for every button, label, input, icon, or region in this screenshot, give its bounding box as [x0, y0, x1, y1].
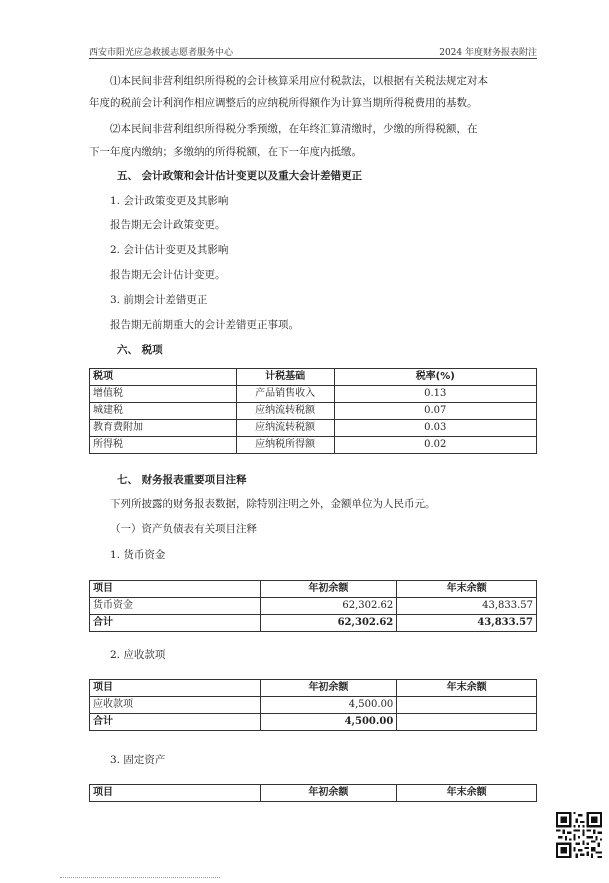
footer-rule	[60, 877, 220, 880]
receivables-header-opening: 年初余额	[260, 680, 397, 697]
cash-header-item: 项目	[90, 581, 261, 598]
receivables-row-opening: 4,500.00	[260, 697, 397, 714]
tax-table-header	[90, 369, 537, 386]
section-5-item-1: 1. 会计政策变更及其影响	[110, 195, 229, 207]
tax-name: 城建税	[90, 403, 237, 420]
table-row	[90, 437, 537, 454]
fixed-assets-header-item: 项目	[90, 785, 261, 802]
page-header	[89, 44, 537, 59]
cash-header-opening: 年初余额	[260, 581, 397, 598]
fixed-assets-table	[89, 784, 537, 802]
section-5-item-1-text: 报告期无会计政策变更。	[110, 219, 226, 231]
cash-table	[89, 580, 537, 632]
receivables-total-closing	[397, 714, 537, 731]
cash-total-row	[90, 615, 537, 632]
qr-code-icon	[556, 812, 602, 858]
tax-name: 教育费附加	[90, 420, 237, 437]
section-5-item-3: 3. 前期会计差错更正	[110, 294, 208, 306]
tax-table	[89, 368, 537, 454]
receivables-total-label: 合计	[90, 714, 261, 731]
tax-basis: 应纳流转税额	[236, 403, 334, 420]
tax-name: 增值税	[90, 386, 237, 403]
item-3-title: 3. 固定资产	[110, 754, 166, 766]
table-row	[90, 697, 537, 714]
cash-row-opening: 62,302.62	[260, 598, 397, 615]
receivables-total-row	[90, 714, 537, 731]
header-report-title: 2024 年度财务报表附注	[439, 48, 537, 58]
receivables-header-item: 项目	[90, 680, 261, 697]
cash-total-opening: 62,302.62	[260, 615, 397, 632]
receivables-table	[89, 679, 537, 731]
paragraph-2-line-1: ⑵本民间非营利组织所得税分季预缴，在年终汇算清缴时，少缴的所得税额，在	[110, 123, 478, 135]
cash-total-label: 合计	[90, 615, 261, 632]
header-organization: 西安市阳光应急救援志愿者服务中心	[89, 48, 234, 58]
cash-header-closing: 年末余额	[397, 581, 537, 598]
section-7-subtitle: （一）资产负债表有关项目注释	[110, 523, 257, 535]
tax-rate: 0.13	[334, 386, 536, 403]
cash-table-header	[90, 581, 537, 598]
section-7-title: 七、 财务报表重要项目注释	[117, 474, 247, 486]
table-row	[90, 598, 537, 615]
section-5-title: 五、 会计政策和会计估计变更以及重大会计差错更正	[117, 170, 363, 182]
tax-rate: 0.03	[334, 420, 536, 437]
fixed-assets-table-header	[90, 785, 537, 802]
section-5-item-2: 2. 会计估计变更及其影响	[110, 244, 229, 256]
cash-total-closing: 43,833.57	[397, 615, 537, 632]
tax-header-item: 税项	[90, 369, 237, 386]
tax-basis: 应纳税所得额	[236, 437, 334, 454]
section-7-intro: 下列所披露的财务报表数据，除特别注明之外，金额单位为人民币元。	[110, 498, 436, 510]
tax-basis: 产品销售收入	[236, 386, 334, 403]
fixed-assets-header-closing: 年末余额	[397, 785, 537, 802]
receivables-header-closing: 年末余额	[397, 680, 537, 697]
section-5-item-3-text: 报告期无前期重大的会计差错更正事项。	[110, 319, 299, 331]
tax-name: 所得税	[90, 437, 237, 454]
item-1-title: 1. 货币资金	[110, 549, 166, 561]
paragraph-1-line-2: 年度的税前会计利润作相应调整后的应纳税所得额作为计算当期所得税费用的基数。	[89, 97, 478, 109]
receivables-total-opening: 4,500.00	[260, 714, 397, 731]
tax-rate: 0.07	[334, 403, 536, 420]
table-row	[90, 386, 537, 403]
paragraph-2-line-2: 下一年度内缴纳；多缴纳的所得税额，在下一年度内抵缴。	[89, 146, 362, 158]
tax-header-rate: 税率(%)	[334, 369, 536, 386]
table-row	[90, 403, 537, 420]
paragraph-1-line-1: ⑴本民间非营利组织所得税的会计核算采用应付税款法，以根据有关税法规定对本	[110, 75, 488, 87]
section-6-title: 六、 税项	[117, 344, 163, 356]
tax-basis: 应纳流转税额	[236, 420, 334, 437]
receivables-row-closing	[397, 697, 537, 714]
receivables-table-header	[90, 680, 537, 697]
fixed-assets-header-opening: 年初余额	[260, 785, 397, 802]
receivables-row-name: 应收款项	[90, 697, 261, 714]
tax-rate: 0.02	[334, 437, 536, 454]
cash-row-name: 货币资金	[90, 598, 261, 615]
section-5-item-2-text: 报告期无会计估计变更。	[110, 269, 226, 281]
table-row	[90, 420, 537, 437]
cash-row-closing: 43,833.57	[397, 598, 537, 615]
tax-header-basis: 计税基础	[236, 369, 334, 386]
item-2-title: 2. 应收款项	[110, 649, 166, 661]
